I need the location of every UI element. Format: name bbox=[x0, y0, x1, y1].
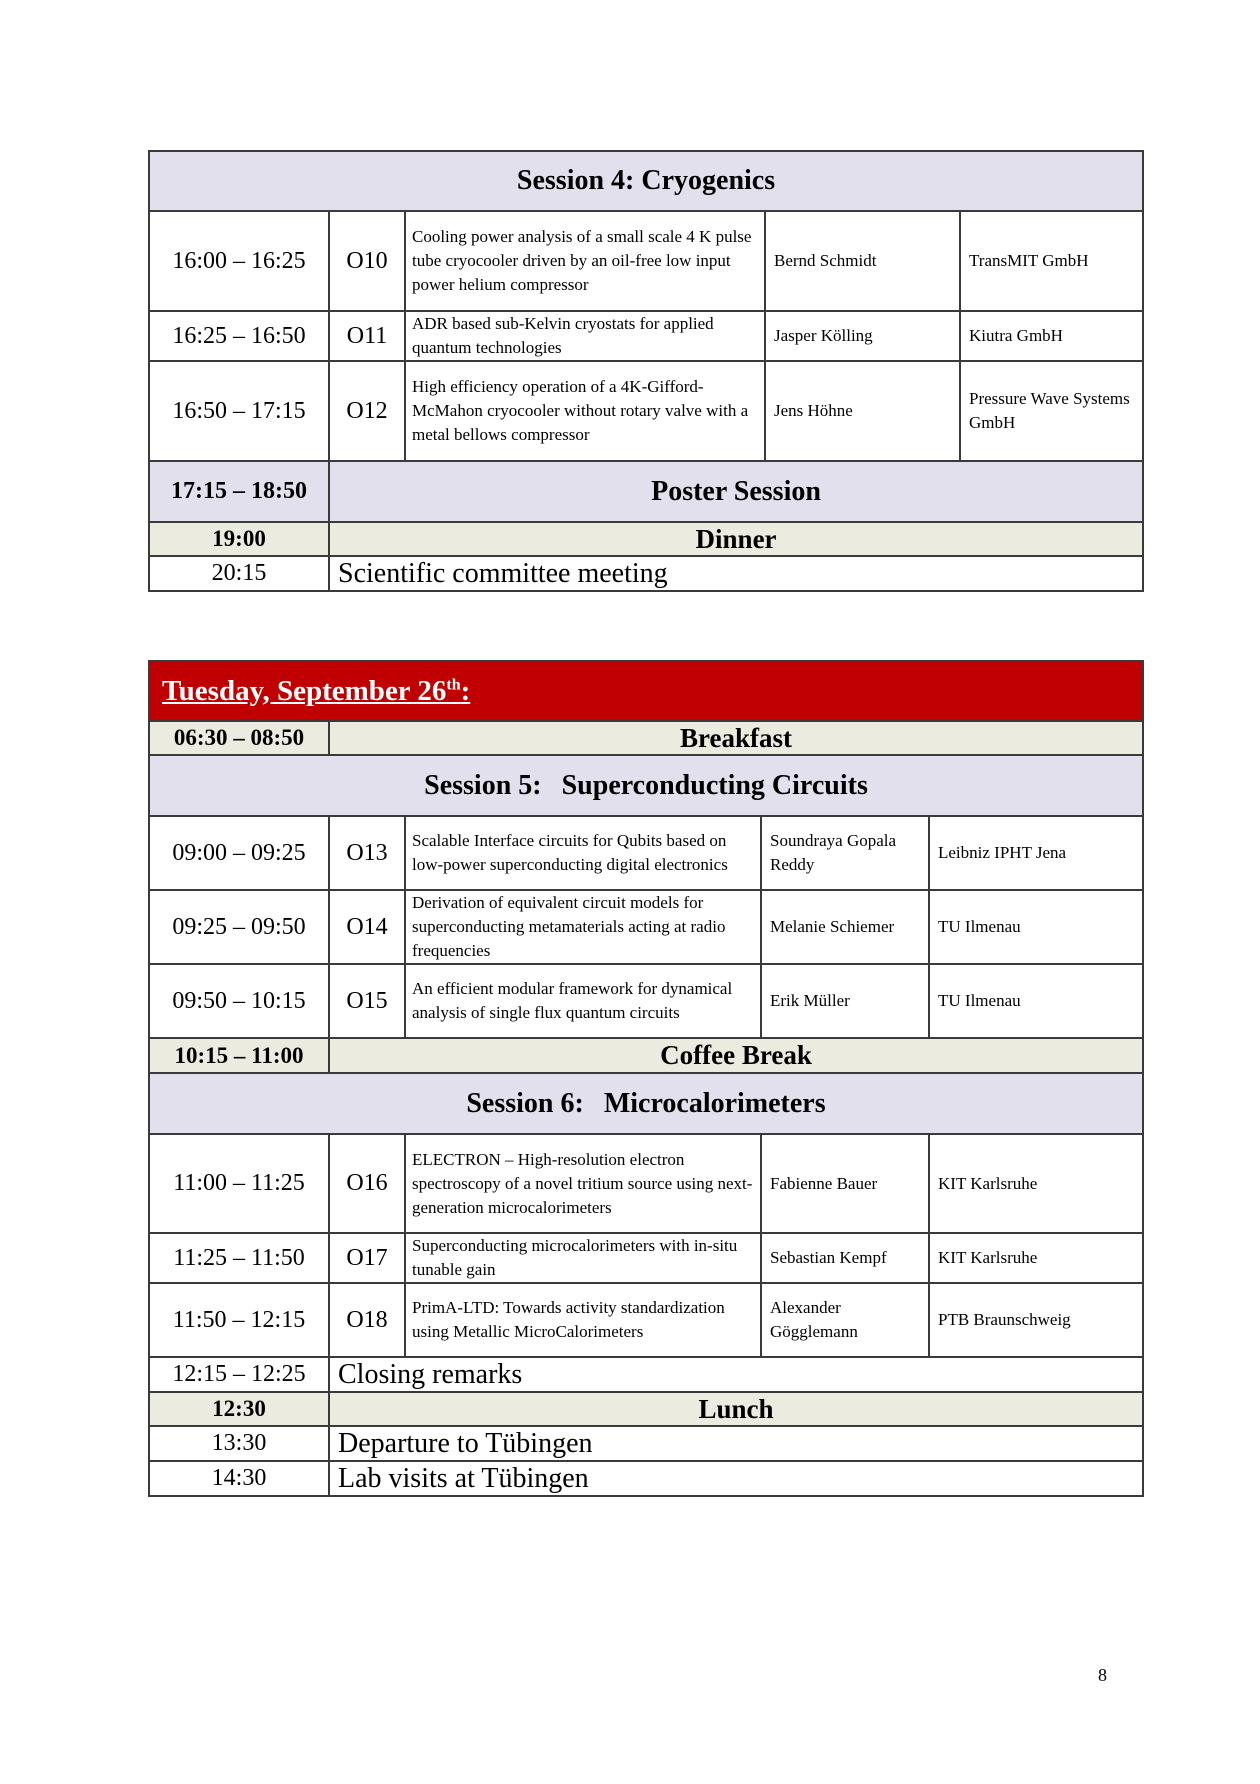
talk-time: 11:25 – 11:50 bbox=[149, 1233, 329, 1283]
talk-code: O15 bbox=[329, 964, 405, 1038]
talk-time: 09:00 – 09:25 bbox=[149, 816, 329, 890]
talk-code: O18 bbox=[329, 1283, 405, 1357]
breakfast-label: Breakfast bbox=[329, 721, 1143, 755]
closing-label: Closing remarks bbox=[329, 1357, 1143, 1392]
breakfast-time: 06:30 – 08:50 bbox=[149, 721, 329, 755]
session-label: Session 6: bbox=[466, 1087, 584, 1119]
talk-title: ELECTRON – High-resolution electron spectroscopy of a novel tritium source using next-generation microcalorimeters bbox=[405, 1134, 761, 1233]
coffee-label: Coffee Break bbox=[329, 1038, 1143, 1073]
talk-time: 11:50 – 12:15 bbox=[149, 1283, 329, 1357]
talk-row bbox=[149, 964, 1143, 1038]
talk-title: High efficiency operation of a 4K-Gifford-McMahon cryocooler without rotary valve with a metal bellows compressor bbox=[405, 361, 765, 461]
talk-row bbox=[149, 816, 1143, 890]
talk-speaker: Jens Höhne bbox=[765, 361, 960, 461]
dinner-label: Dinner bbox=[329, 522, 1143, 556]
talk-code: O16 bbox=[329, 1134, 405, 1233]
talk-time: 09:50 – 10:15 bbox=[149, 964, 329, 1038]
departure-time: 13:30 bbox=[149, 1426, 329, 1461]
talk-title: An efficient modular framework for dynamical analysis of single flux quantum circuits bbox=[405, 964, 761, 1038]
talk-time: 11:00 – 11:25 bbox=[149, 1134, 329, 1233]
dinner-time: 19:00 bbox=[149, 522, 329, 556]
talk-row bbox=[149, 311, 1143, 361]
committee-time: 20:15 bbox=[149, 556, 329, 591]
talk-code: O14 bbox=[329, 890, 405, 964]
talk-time: 16:25 – 16:50 bbox=[149, 311, 329, 361]
session-header: Session 4: Cryogenics bbox=[149, 151, 1143, 211]
page-number: 8 bbox=[1098, 1665, 1107, 1685]
day-header bbox=[149, 661, 1143, 721]
talk-time: 16:00 – 16:25 bbox=[149, 211, 329, 311]
lunch-time: 12:30 bbox=[149, 1392, 329, 1426]
talk-row bbox=[149, 361, 1143, 461]
talk-row bbox=[149, 1233, 1143, 1283]
talk-title: ADR based sub-Kelvin cryostats for applied quantum technologies bbox=[405, 311, 765, 361]
departure-label: Departure to Tübingen bbox=[329, 1426, 1143, 1461]
talk-row bbox=[149, 1283, 1143, 1357]
talk-speaker: Bernd Schmidt bbox=[765, 211, 960, 311]
talk-affiliation: Kiutra GmbH bbox=[960, 311, 1143, 361]
talk-title: Cooling power analysis of a small scale 4 K pulse tube cryocooler driven by an oil-free low input power helium compressor bbox=[405, 211, 765, 311]
talk-speaker: Jasper Kölling bbox=[765, 311, 960, 361]
session-label: Session 5: bbox=[424, 769, 542, 801]
talk-speaker: Soundraya Gopala Reddy bbox=[761, 816, 929, 890]
talk-time: 16:50 – 17:15 bbox=[149, 361, 329, 461]
lab-visits-time: 14:30 bbox=[149, 1461, 329, 1496]
session-topic: Microcalorimeters bbox=[603, 1087, 826, 1119]
session-topic: Superconducting Circuits bbox=[561, 769, 868, 801]
talk-affiliation: KIT Karlsruhe bbox=[929, 1233, 1143, 1283]
closing-time: 12:15 – 12:25 bbox=[149, 1357, 329, 1392]
poster-label: Poster Session bbox=[329, 461, 1143, 522]
talk-affiliation: Pressure Wave Systems GmbH bbox=[960, 361, 1143, 461]
talk-row bbox=[149, 890, 1143, 964]
session-header bbox=[149, 1073, 1143, 1134]
talk-affiliation: Leibniz IPHT Jena bbox=[929, 816, 1143, 890]
poster-time: 17:15 – 18:50 bbox=[149, 461, 329, 522]
talk-affiliation: TransMIT GmbH bbox=[960, 211, 1143, 311]
day-title: Tuesday, September 26 bbox=[162, 674, 447, 707]
lab-visits-label: Lab visits at Tübingen bbox=[329, 1461, 1143, 1496]
lunch-label: Lunch bbox=[329, 1392, 1143, 1426]
tuesday-schedule-table bbox=[148, 660, 1144, 1497]
talk-title: Scalable Interface circuits for Qubits based on low-power superconducting digital electronics bbox=[405, 816, 761, 890]
talk-code: O17 bbox=[329, 1233, 405, 1283]
talk-speaker: Fabienne Bauer bbox=[761, 1134, 929, 1233]
talk-affiliation: PTB Braunschweig bbox=[929, 1283, 1143, 1357]
talk-speaker: Erik Müller bbox=[761, 964, 929, 1038]
committee-label: Scientific committee meeting bbox=[329, 556, 1143, 591]
talk-affiliation: KIT Karlsruhe bbox=[929, 1134, 1143, 1233]
talk-speaker: Melanie Schiemer bbox=[761, 890, 929, 964]
talk-code: O10 bbox=[329, 211, 405, 311]
talk-speaker: Sebastian Kempf bbox=[761, 1233, 929, 1283]
talk-code: O11 bbox=[329, 311, 405, 361]
monday-schedule-table bbox=[148, 150, 1144, 592]
day-colon: : bbox=[460, 674, 471, 707]
talk-row bbox=[149, 211, 1143, 311]
talk-affiliation: TU Ilmenau bbox=[929, 964, 1143, 1038]
talk-speaker: Alexander Gögglemann bbox=[761, 1283, 929, 1357]
talk-code: O12 bbox=[329, 361, 405, 461]
talk-title: Superconducting microcalorimeters with in-situ tunable gain bbox=[405, 1233, 761, 1283]
talk-affiliation: TU Ilmenau bbox=[929, 890, 1143, 964]
session-header bbox=[149, 755, 1143, 816]
talk-title: PrimA-LTD: Towards activity standardization using Metallic MicroCalorimeters bbox=[405, 1283, 761, 1357]
talk-row bbox=[149, 1134, 1143, 1233]
talk-time: 09:25 – 09:50 bbox=[149, 890, 329, 964]
coffee-time: 10:15 – 11:00 bbox=[149, 1038, 329, 1073]
talk-code: O13 bbox=[329, 816, 405, 890]
day-suffix: th bbox=[446, 675, 461, 693]
talk-title: Derivation of equivalent circuit models for superconducting metamaterials acting at radio frequencies bbox=[405, 890, 761, 964]
